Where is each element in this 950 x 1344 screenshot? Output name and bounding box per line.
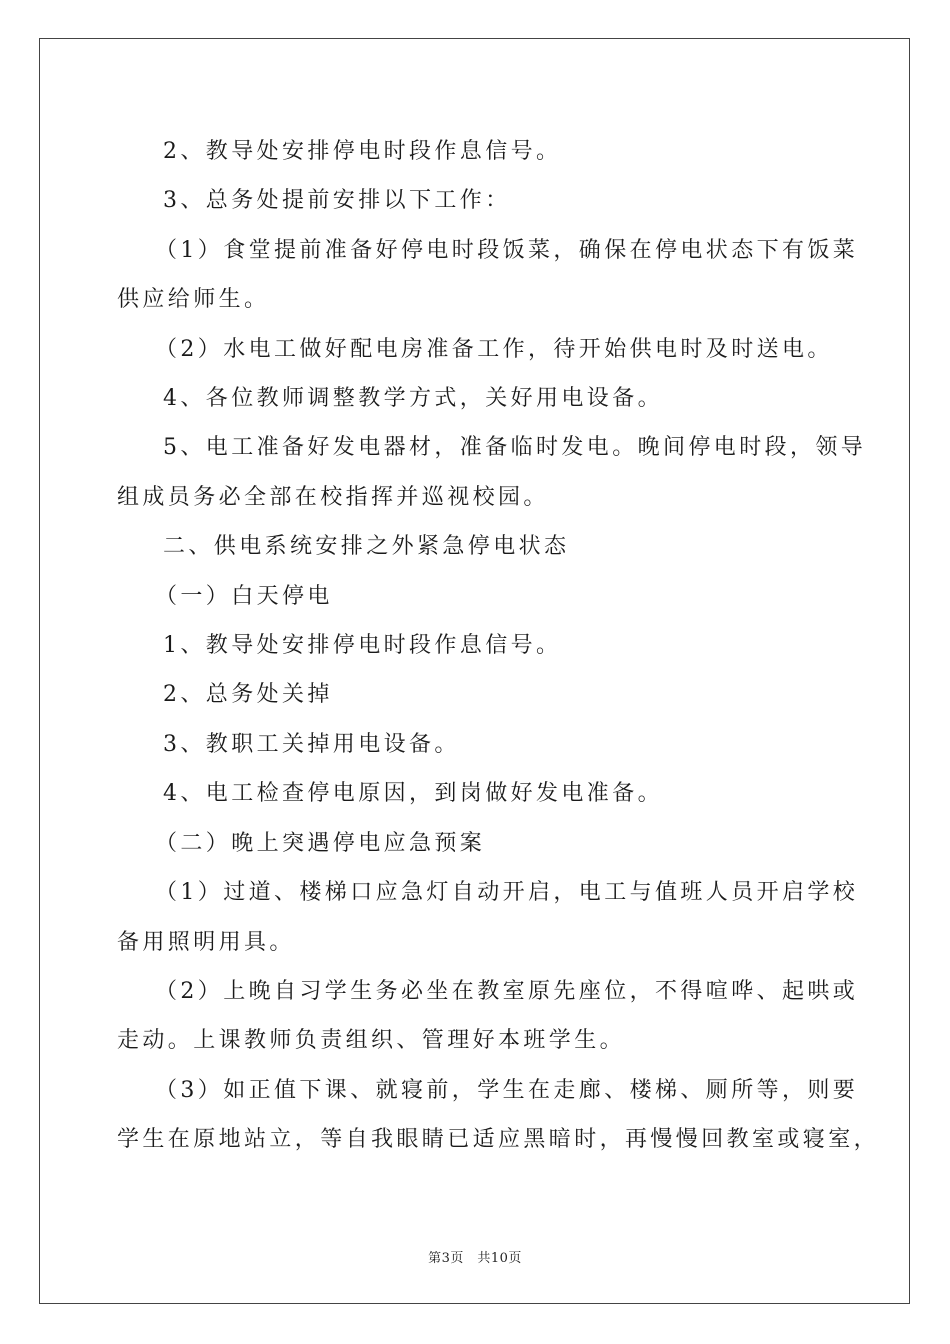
- paragraph-line: 5、电工准备好发电器材，准备临时发电。晚间停电时段，领导: [163, 435, 867, 461]
- document-body: [117, 127, 880, 1165]
- paragraph-line: （2）上晚自习学生务必坐在教室原先座位，不得喧哗、起哄或: [155, 978, 859, 1004]
- page-footer: 第3页 共10页: [428, 1251, 522, 1266]
- paragraph-line: 4、电工检查停电原因，到岗做好发电准备。: [163, 781, 663, 807]
- paragraph-continuation-line: 学生在原地站立，等自我眼睛已适应黑暗时，再慢慢回教室或寝室，: [117, 1127, 880, 1153]
- paragraph-continuation-line: 供应给师生。: [117, 287, 270, 313]
- paragraph-line: （一）白天停电: [155, 583, 333, 609]
- paragraph-line: 2、总务处关掉: [163, 682, 333, 708]
- paragraph-line: 二、供电系统安排之外紧急停电状态: [163, 534, 570, 560]
- paragraph-line: 1、教导处安排停电时段作息信号。: [163, 633, 562, 659]
- paragraph-line: （二）晚上突遇停电应急预案: [155, 830, 486, 856]
- paragraph-continuation-line: 备用照明用具。: [117, 929, 295, 955]
- paragraph-line: 3、教职工关掉用电设备。: [163, 731, 460, 757]
- paragraph-line: （1）食堂提前准备好停电时段饭菜，确保在停电状态下有饭菜: [155, 237, 859, 263]
- paragraph-line: （3）如正值下课、就寝前，学生在走廊、楼梯、厕所等，则要: [155, 1077, 859, 1103]
- paragraph-continuation-line: 走动。上课教师负责组织、管理好本班学生。: [117, 1028, 626, 1054]
- paragraph-line: （1）过道、楼梯口应急灯自动开启，电工与值班人员开启学校: [155, 880, 859, 906]
- paragraph-line: 2、教导处安排停电时段作息信号。: [163, 139, 562, 164]
- paragraph-line: （2）水电工做好配电房准备工作，待开始供电时及时送电。: [155, 336, 833, 362]
- paragraph-line: 3、总务处提前安排以下工作：: [163, 188, 511, 214]
- paragraph-line: 4、各位教师调整教学方式，关好用电设备。: [163, 386, 663, 412]
- paragraph-continuation-line: 组成员务必全部在校指挥并巡视校园。: [117, 484, 549, 510]
